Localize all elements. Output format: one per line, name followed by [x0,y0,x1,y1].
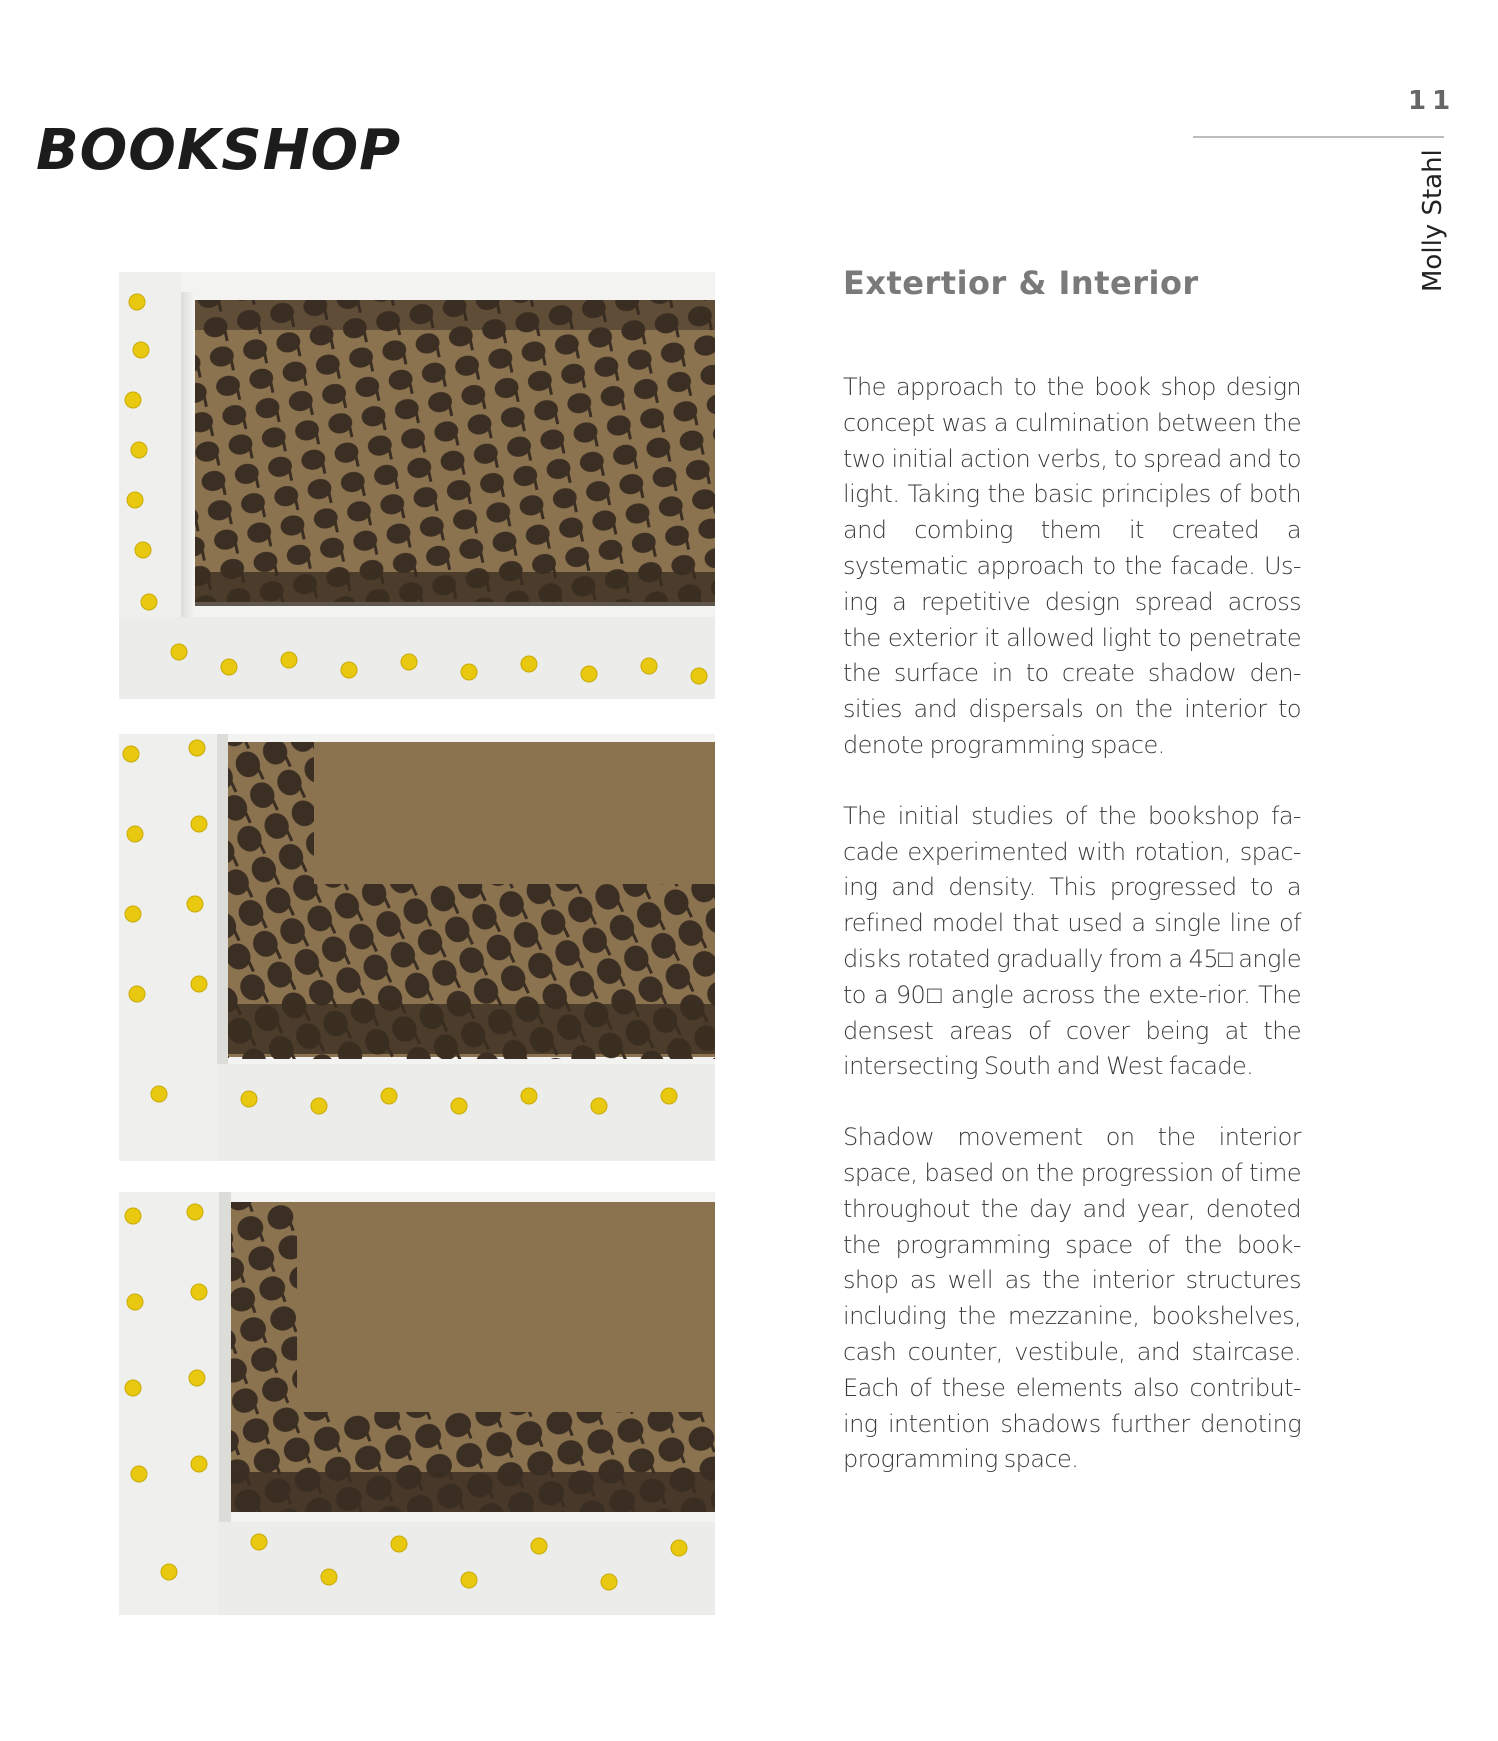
model-photo-2 [119,734,715,1161]
section-heading: Extertior & Interior [843,264,1199,302]
paragraph-shadow-movement: Shadow movement on the interior space, based on the progression of time throughout the day and year, denoted the programming space of the book-shop as well as the interior structures including the mezzanine, bookshelves, cash counter, vestibule, and staircase. Each of these elements also contribut-ing intention shadows further denoting programming space. [843,1123,1301,1474]
paragraph-approach: The approach to the book shop design concept was a culmination between the two initial action verbs, to spread and to light. Taking the basic principles of both and combing them it created a systematic approach to the facade. Us-ing a repetitive design spread across the exterior it allowed light to penetrate the surface in to create shadow den-sities and dispersals on the interior to denote programming space. [843,373,1301,759]
author-name: Molly Stahl [1418,149,1448,292]
paragraph-initial-studies: The initial studies of the bookshop fa-cade experimented with rotation, spac-ing and density. This progressed to a refined model that used a single line of disks rotated gradually from a 45□ angle to a 90□ angle across the exte-rior. The densest areas of cover being at the intersecting South and West facade. [843,801,1301,1081]
model-photo-3 [119,1192,715,1615]
header-rule [1193,136,1444,138]
body-text [843,370,1301,1513]
page-title: BOOKSHOP [36,118,402,183]
page-number: 11 [1408,86,1457,116]
model-photo-1 [119,272,715,699]
